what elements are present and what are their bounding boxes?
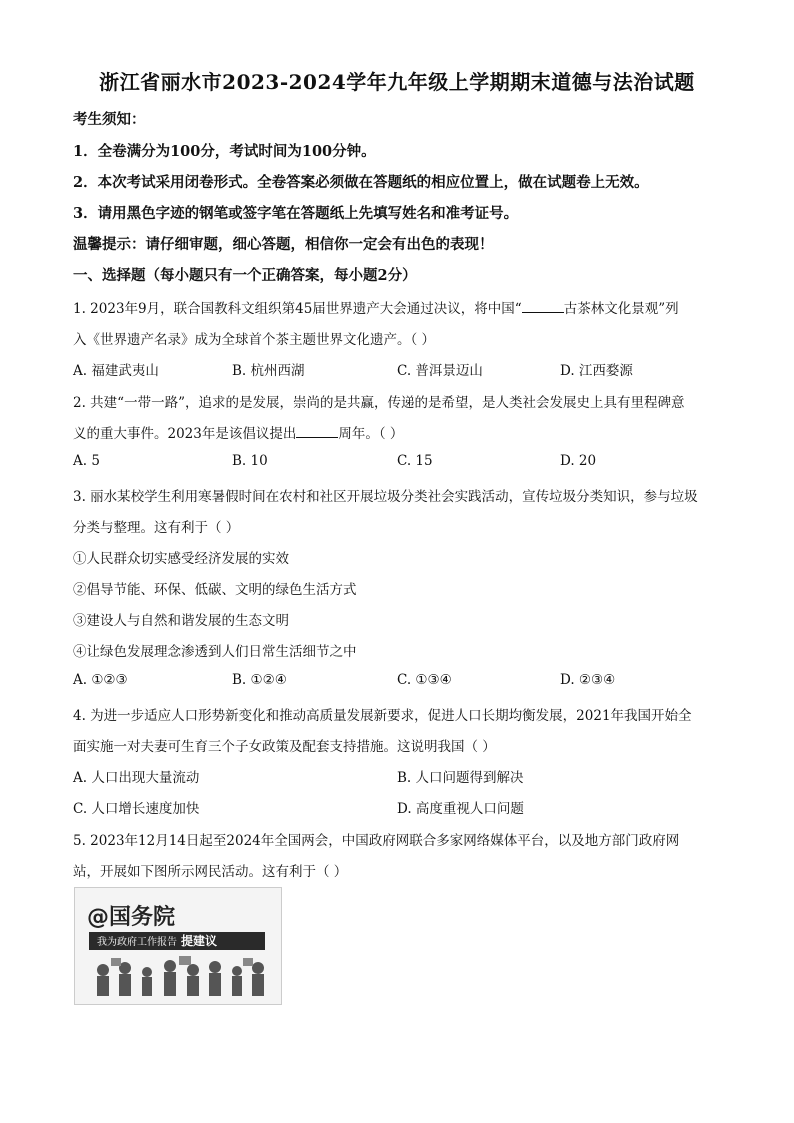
fill-blank [522,300,564,313]
question-2-line-2 [73,422,403,442]
question-text: 义的重大事件。2023年是该倡议提出 [73,426,297,442]
option-c: C. 人口增长速度加快 [73,801,200,817]
option-c: C. 普洱景迈山 [397,363,483,379]
question-3-line-1: 3. 丽水某校学生利用寒暑假时间在农村和社区开展垃圾分类社会实践活动，宣传垃圾分类知识，参与垃圾 [73,489,698,505]
figure-banner-text: 我为政府工作报告 [97,937,177,948]
question-4-line-2: 面实施一对夫妻可生育三个子女政策及配套支持措施。这说明我国（ ） [73,739,496,755]
question-2-line-1: 2. 共建“一带一路”，追求的是发展，崇尚的是共赢，传递的是希望，是人类社会发展史上具有里程碑意 [73,395,685,411]
option-a: A. 福建武夷山 [73,363,159,379]
option-d: D. 高度重视人口问题 [397,801,524,817]
question-4-line-1: 4. 为进一步适应人口形势新变化和推动高质量发展新要求，促进人口长期均衡发展，2021年我国开始全 [73,708,692,724]
notice-item: 3．请用黑色字迹的钢笔或签字笔在答题纸上先填写姓名和准考证号。 [73,205,519,222]
option-d: D. 20 [560,453,597,469]
section-heading: 一、选择题（每小题只有一个正确答案，每小题2分） [73,267,417,284]
notice-item: 2．本次考试采用闭卷形式。全卷答案必须做在答题纸的相应位置上，做在试题卷上无效。 [73,174,649,191]
question-3-line-2: 分类与整理。这有利于（ ） [73,520,240,536]
option-a: A. ①②③ [73,672,128,688]
crowd-illustration [75,888,281,1004]
statement-2: ②倡导节能、环保、低碳、文明的绿色生活方式 [73,582,357,598]
option-b: B. 10 [232,453,268,469]
question-text: 周年。（ ） [338,426,404,442]
option-b: B. ①②④ [232,672,287,688]
figure-title: @国务院 [87,905,176,930]
question-text: 古茶林文化景观”列 [563,301,679,317]
statement-4: ④让绿色发展理念渗透到人们日常生活细节之中 [73,644,357,660]
option-d: D. 江西婺源 [560,363,633,379]
option-c: C. ①③④ [397,672,452,688]
notice-item: 1．全卷满分为100分，考试时间为100分钟。 [73,143,376,160]
notice-tip: 温馨提示：请仔细审题，细心答题，相信你一定会有出色的表现！ [73,236,494,253]
option-d: D. ②③④ [560,672,616,688]
question-5-line-2: 站，开展如下图所示网民活动。这有利于（ ） [73,864,348,880]
option-a: A. 人口出现大量流动 [73,770,200,786]
question-5-line-1: 5. 2023年12月14日起至2024年全国两会，中国政府网联合多家网络媒体平台，以及地方部门政府网 [73,833,680,849]
figure-banner-emphasis: 提建议 [181,934,218,948]
option-c: C. 15 [397,453,433,469]
option-b: B. 杭州西湖 [232,363,305,379]
fill-blank [296,425,338,438]
question-5-figure [74,887,282,1005]
question-1-line-2: 入《世界遗产名录》成为全球首个茶主题世界文化遗产。（ ） [73,332,436,348]
page-title: 浙江省丽水市2023-2024学年九年级上学期期末道德与法治试题 [99,70,695,94]
question-text: 1. 2023年9月，联合国教科文组织第45届世界遗产大会通过决议，将中国“ [73,301,522,317]
question-1-line-1 [73,297,679,317]
statement-3: ③建设人与自然和谐发展的生态文明 [73,613,289,629]
notice-heading: 考生须知： [73,111,146,128]
option-a: A. 5 [73,453,100,469]
statement-1: ①人民群众切实感受经济发展的实效 [73,551,289,567]
option-b: B. 人口问题得到解决 [397,770,524,786]
